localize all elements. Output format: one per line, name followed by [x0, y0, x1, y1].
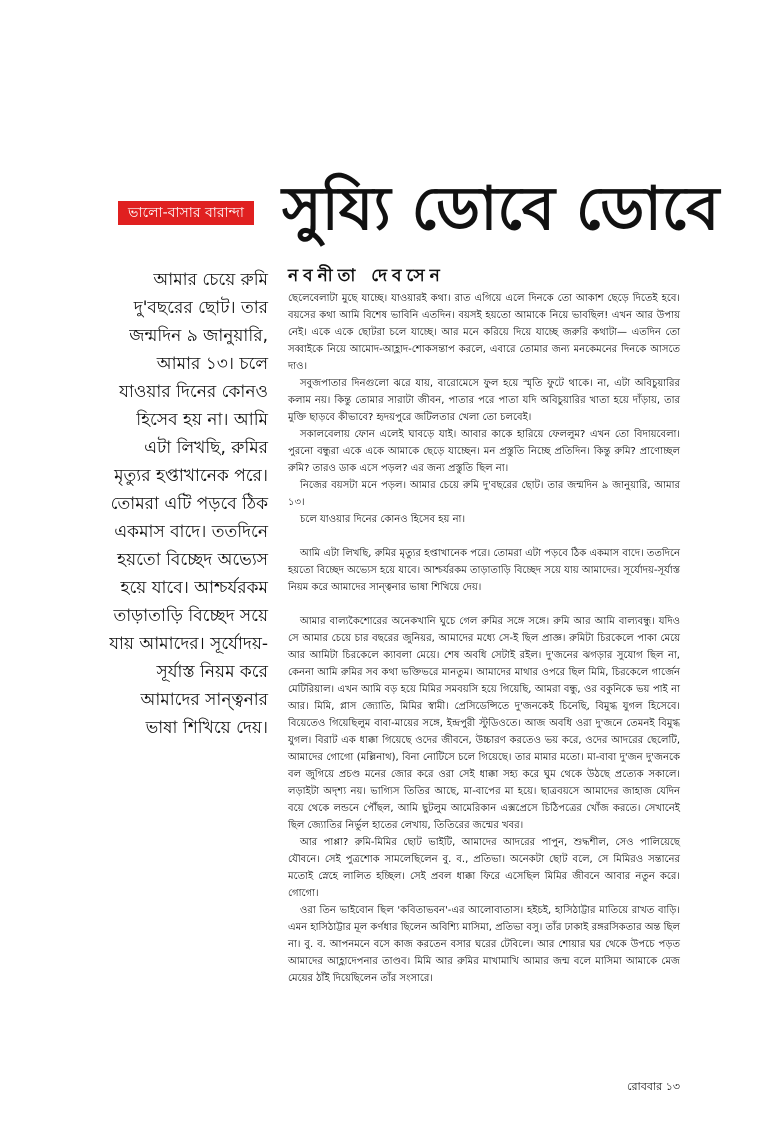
article-paragraph: সবুজপাতার দিনগুলো ঝরে যায়, বারোমেসে ফুল হয়ে স্মৃতি ফুটে থাকে। না, এটা অবিচুয়ারির কলাম নয়। কিন্তু তোমার সারাটা জীবন, পাতার পরে পাতা যদি অবিচুয়ারির খাতা হয়ে দাঁড়ায়, তার মুক্তি ছাড়বে কীভাবে? হৃদয়পুরে জটিলতার খেলা তো চলবেই।: [288, 378, 680, 423]
article-paragraph: চলে যাওয়ার দিনের কোনও হিসেব হয় না।: [300, 514, 466, 525]
article-paragraph: আমি এটা লিখছি, রুমির মৃত্যুর হপ্তাখানেক পরে। তোমরা এটা পড়বে ঠিক একমাস বাদে। ততদিনে হয়তো বিচ্ছেদ অভ্যেস হয়ে যাবে। আশ্চর্যরকম তাড়াতাড়ি বিচ্ছেদ সয়ে যায় আমাদের। সূর্যোদয়-সূর্যাস্ত নিয়ম করে আমাদের সান্ত্বনার ভাষা শিখিয়ে দেয়।: [288, 548, 680, 593]
headline: সুয্যি ডোবে ডোবে: [282, 174, 720, 244]
article-paragraph: আমার বাল্যকৈশোরের অনেকখানি ঘুচে গেল রুমির সঙ্গে সঙ্গে। রুমি আর আমি বাল্যবন্ধু। যদিও সে আমার চেয়ে চার বছরের জুনিয়র, আমাদের মধ্যে সে-ই ছিল প্রাজ্ঞ। রুমিটা চিরকেলে পাকা মেয়ে আর আমিটা চিরকেলে ক্যাবলা মেয়ে। শেষ অবধি সেটাই রইল। দু'জনের ঝগড়ার সুযোগ ছিল না, কেননা আমি রুমির সব কথা ভক্তিভরে মানতুম। আমাদের মাথার ওপরে ছিল মিমি, চিরকেলে গার্জেন মেটিরিয়াল। এখন আমি বড় হয়ে মিমির সমবয়সি হয়ে গিয়েছি, আমরা বন্ধু, ওর বকুনিকে ভয় পাই না আর। মিমি, প্লাস জ্যোতি, মিমির স্বামী। প্রেসিডেন্সিতে দু'জনকেই চিনেছি, বিমুগ্ধ যুগল হিসেবে। বিয়েতেও গিয়েছিলুম বাবা-মায়ের সঙ্গে, ইন্দ্রপুরী স্টুডিওতে। আজ অবধি ওরা দু'জনে তেমনই বিমুগ্ধ যুগল। বিরাট এক ধাক্কা গিয়েছে ওদের জীবনে, উচ্চারণ করতেও ভয় করে, ওদের আদরের ছেলেটি, আমাদের গোগো (মল্লিনাথ), বিনা নোটিসে চলে গিয়েছে। তার মামার মতো। মা-বাবা দু'জন দু'জনকে বল জুগিয়ে প্রচণ্ড মনের জোর করে ওরা সেই ধাক্কা সহ্য করে ঘুম থেকে উঠছে প্রত্যেক সকালে। লড়াইটা অদৃশ্য নয়। ভাগ্যিস তিতির আছে, মা-বাপের মা হয়ে। ছাত্রবয়সে আমাদের জাহাজ যেদিন বয়ে থেকে লন্ডনে পৌঁছল, আমি ছুটলুম আমেরিকান এক্সপ্রেসে চিঠিপত্রের খোঁজ করতে। সেখানেই ছিল জ্যোতির নির্ভুল হাতের লেখায়, তিতিরের জন্মের খবর।: [288, 616, 680, 831]
byline: নবনীতা দেবসেন: [288, 266, 445, 286]
article-paragraph: সকালবেলায় ফোন এলেই ঘাবড়ে যাই। আবার কাকে হারিয়ে ফেললুম? এখন তো বিদায়বেলা। পুরনো বন্ধুরা একে একে আমাকে ছেড়ে যাচ্ছেন। মন প্রস্তুতি নিচ্ছে প্রতিদিন। কিন্তু রুমি? প্রাণোচ্ছল রুমি? তারও ডাক এসে পড়ল? এর জন্য প্রস্তুতি ছিল না।: [288, 429, 680, 474]
article-paragraph: আর পাপ্পা? রুমি-মিমির ছোট ভাইটি, আমাদের আদরের পাপুন, শুদ্ধশীল, সেও পালিয়েছে যৌবনে। সেই পুত্রশোক সামলেছিলেন বু. ব., প্রতিভা। অনেকটা ছোট বলে, সে মিমিরও সন্তানের মতোই স্নেহে লালিত হচ্ছিল। সেই প্রবল ধাক্কা ফিরে এসেছিল মিমির জীবনে আবার নতুন করে। গোগো।: [288, 837, 680, 899]
article-paragraph: ওরা তিন ভাইবোন ছিল 'কবিতাভবন'-এর আলোবাতাস। হইচই, হাসিঠাট্টার মাতিয়ে রাখত বাড়ি। এমন হাসিঠাট্টার মূল কর্ণধার ছিলেন অবিশ্যি মাসিমা, প্রতিভা বসু। তাঁর ঢাকাই রঙ্গরসিকতার অন্ত ছিল না। বু. ব. আপনমনে বসে কাজ করতেন বসার ঘরের টেবিলে। আর শোয়ার ঘর থেকে উপচে পড়ত আমাদের আহ্লাদেপনার তাণ্ডব। মিমি আর রুমির মাখামাখি আমার জন্ম বলে মাসিমা আমাকে মেজ মেয়ের ঠাঁই দিয়েছিলেন তাঁর সংসারে।: [288, 905, 680, 984]
page-folio: রোববার ১৩: [627, 1080, 680, 1093]
article-paragraph: নিজের বয়সটা মনে পড়ল। আমার চেয়ে রুমি দু'বছরের ছোট। তার জন্মদিন ৯ জানুয়ারি, আমার ১৩।: [288, 480, 680, 508]
section-kicker: ভালো-বাসার বারান্দা: [118, 201, 254, 225]
article-paragraph: ছেলেবেলাটা মুছে যাচ্ছে। যাওয়ারই কথা। রাত এগিয়ে এলে দিনকে তো আকাশ ছেড়ে দিতেই হবে। বয়সের কথা আমি বিশেষ ভাবিনি এতদিন। বয়সই হয়তো আমাকে নিয়ে ভাবছিল! এখন আর উপায় নেই। একে একে ছোটরা চলে যাচ্ছে। আর মনে করিয়ে দিয়ে যাচ্ছে জরুরি কথাটা— এতদিন তো সব্বাইকে নিয়ে আমোদ-আহ্লাদ-শোকসন্তাপ করলে, এবারে তোমার জন্য মনকেমনের দিনকে আসতে দাও।: [288, 293, 680, 372]
pull-quote: আমার চেয়ে রুমি দু'বছরের ছোট। তার জন্মদিন ৯ জানুয়ারি, আমার ১৩। চলে যাওয়ার দিনের কোনও হিসেব হয় না। আমি এটা লিখছি, রুমির মৃত্যুর হপ্তাখানেক পরে। তোমরা এটি পড়বে ঠিক একমাস বাদে। ততদিনে হয়তো বিচ্ছেদ অভ্যেস হয়ে যাবে। আশ্চর্যরকম তাড়াতাড়ি বিচ্ছেদ সয়ে যায় আমাদের। সূর্যোদয়-সূর্যাস্ত নিয়ম করে আমাদের সান্ত্বনার ভাষা শিখিয়ে দেয়।: [109, 270, 268, 738]
article-body: [288, 290, 680, 987]
